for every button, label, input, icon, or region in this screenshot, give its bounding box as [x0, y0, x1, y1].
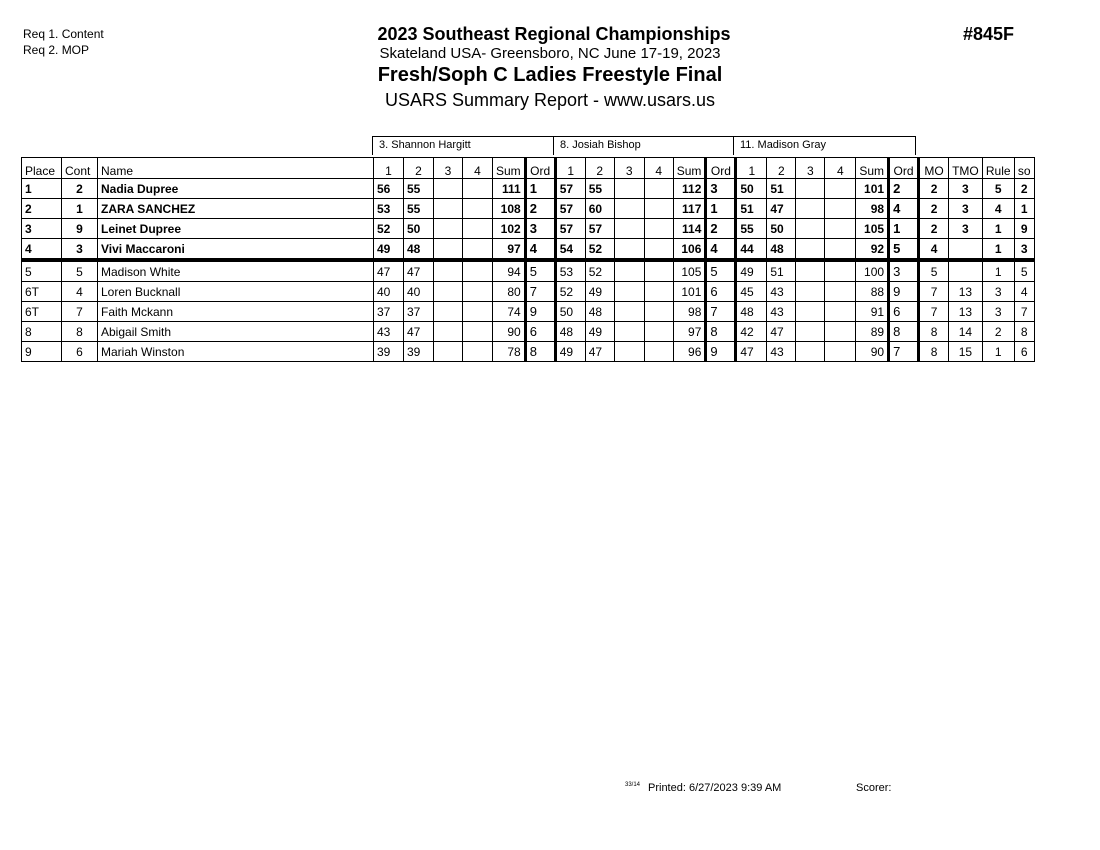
skater-name-cell: Leinet Dupree: [98, 219, 374, 239]
judge-2-score-1: 57: [555, 199, 585, 219]
majority-ordinal-cell: 4: [919, 239, 949, 261]
col-j3-4: 4: [825, 158, 856, 179]
majority-ordinal-cell: 2: [919, 219, 949, 239]
col-tmo: TMO: [949, 158, 983, 179]
judge-3-score-2: 43: [767, 342, 796, 362]
judge-1-sum: 80: [493, 282, 526, 302]
rule-cell: 1: [982, 260, 1014, 282]
col-j2-1: 1: [555, 158, 585, 179]
judge-2-score-2: 48: [585, 302, 614, 322]
judge-1-score-4: [463, 302, 493, 322]
judge-1-score-4: [463, 260, 493, 282]
skater-name-cell: Faith Mckann: [98, 302, 374, 322]
judge-2-ordinal: 2: [706, 219, 736, 239]
place-cell: 6T: [22, 282, 62, 302]
judge-2-score-4: [644, 302, 673, 322]
judge-1-score-3: [434, 342, 463, 362]
judge-1-sum: 94: [493, 260, 526, 282]
judge-3-score-3: [796, 199, 825, 219]
judge-1-score-4: [463, 342, 493, 362]
judge-3-ordinal: 6: [889, 302, 919, 322]
judge-3-score-1: 55: [736, 219, 767, 239]
skater-name-cell: Mariah Winston: [98, 342, 374, 362]
skater-name-cell: Vivi Maccaroni: [98, 239, 374, 261]
judge-3-ordinal: 8: [889, 322, 919, 342]
judge-1-sum: 74: [493, 302, 526, 322]
place-cell: 1: [22, 179, 62, 199]
col-name: Name: [98, 158, 374, 179]
skate-order-cell: 4: [1014, 282, 1034, 302]
judge-3-score-2: 47: [767, 322, 796, 342]
judge-3-score-1: 48: [736, 302, 767, 322]
judge-2-ordinal: 4: [706, 239, 736, 261]
judge-3-score-2: 51: [767, 179, 796, 199]
judge-3-score-3: [796, 239, 825, 261]
judge-1-sum: 111: [493, 179, 526, 199]
table-row: [22, 322, 1035, 342]
judge-1-sum: 78: [493, 342, 526, 362]
skate-order-cell: 1: [1014, 199, 1034, 219]
judge-2-sum: 101: [673, 282, 706, 302]
col-j2-3: 3: [614, 158, 644, 179]
judge-3-score-2: 47: [767, 199, 796, 219]
judge-1-score-4: [463, 199, 493, 219]
place-cell: 6T: [22, 302, 62, 322]
skate-order-cell: 2: [1014, 179, 1034, 199]
judge-3-ordinal: 2: [889, 179, 919, 199]
rule-cell: 3: [982, 282, 1014, 302]
judge-2-score-3: [614, 322, 644, 342]
competition-title: 2023 Southeast Regional Championships: [377, 24, 731, 44]
judge-2-score-4: [644, 322, 673, 342]
judge-3-score-3: [796, 342, 825, 362]
event-number: #845F: [963, 24, 1015, 44]
judge-2-score-2: 47: [585, 342, 614, 362]
judge-1-ordinal: 2: [525, 199, 555, 219]
judge-3-score-1: 50: [736, 179, 767, 199]
contestant-number-cell: 5: [62, 260, 98, 282]
judge-1-score-1: 49: [374, 239, 404, 261]
rule-cell: 1: [982, 219, 1014, 239]
majority-ordinal-cell: 7: [919, 302, 949, 322]
judge-2-score-3: [614, 302, 644, 322]
skater-name-cell: Abigail Smith: [98, 322, 374, 342]
total-majority-ordinal-cell: 13: [949, 282, 983, 302]
judge-2-score-3: [614, 179, 644, 199]
judge-1-score-3: [434, 179, 463, 199]
page-code: 33/14: [625, 782, 641, 788]
judge-3-score-2: 43: [767, 282, 796, 302]
requirement-1: Req 1. Content: [23, 27, 104, 41]
judge-3-score-2: 50: [767, 219, 796, 239]
judge-3-sum: 91: [856, 302, 889, 322]
col-j3-ord: Ord: [889, 158, 919, 179]
skate-order-cell: 7: [1014, 302, 1034, 322]
judge-1-score-2: 55: [404, 199, 434, 219]
col-mo: MO: [919, 158, 949, 179]
judge-1-score-2: 55: [404, 179, 434, 199]
score-table: [21, 157, 1035, 362]
col-j1-ord: Ord: [525, 158, 555, 179]
col-j2-2: 2: [585, 158, 614, 179]
judge-1-score-2: 39: [404, 342, 434, 362]
judge-2-sum: 117: [673, 199, 706, 219]
judge-2-score-3: [614, 239, 644, 261]
judge-3-score-1: 51: [736, 199, 767, 219]
col-so: so: [1014, 158, 1034, 179]
judge-2-score-2: 55: [585, 179, 614, 199]
skater-name-cell: ZARA SANCHEZ: [98, 199, 374, 219]
judge-2-ordinal: 1: [706, 199, 736, 219]
judge-3-sum: 90: [856, 342, 889, 362]
judge-1-ordinal: 5: [525, 260, 555, 282]
judge-3-score-3: [796, 282, 825, 302]
judge-3-score-1: 44: [736, 239, 767, 261]
judge-1-score-1: 53: [374, 199, 404, 219]
judge-2-score-1: 52: [555, 282, 585, 302]
col-j3-1: 1: [736, 158, 767, 179]
judge-3-score-4: [825, 342, 856, 362]
judge-1-sum: 90: [493, 322, 526, 342]
judge-3-score-2: 43: [767, 302, 796, 322]
judge-2-score-1: 54: [555, 239, 585, 261]
judge-1-score-2: 37: [404, 302, 434, 322]
judge-2-sum: 97: [673, 322, 706, 342]
judge-3-score-1: 49: [736, 260, 767, 282]
judge-3-sum: 105: [856, 219, 889, 239]
col-j1-4: 4: [463, 158, 493, 179]
judge-1-score-1: 52: [374, 219, 404, 239]
judge-3-sum: 100: [856, 260, 889, 282]
judge-3-ordinal: 7: [889, 342, 919, 362]
judge-1-sum: 97: [493, 239, 526, 261]
col-cont: Cont: [62, 158, 98, 179]
contestant-number-cell: 2: [62, 179, 98, 199]
judge-2-score-4: [644, 342, 673, 362]
judge-1-score-1: 37: [374, 302, 404, 322]
judge-3-score-4: [825, 239, 856, 261]
rule-cell: 1: [982, 342, 1014, 362]
judge-2-score-1: 53: [555, 260, 585, 282]
contestant-number-cell: 6: [62, 342, 98, 362]
col-j1-sum: Sum: [493, 158, 526, 179]
skate-order-cell: 6: [1014, 342, 1034, 362]
judge-1-score-3: [434, 219, 463, 239]
judge-3-sum: 98: [856, 199, 889, 219]
judge-1-ordinal: 9: [525, 302, 555, 322]
contestant-number-cell: 8: [62, 322, 98, 342]
rule-cell: 1: [982, 239, 1014, 261]
judge-1-ordinal: 7: [525, 282, 555, 302]
judge-2-score-1: 48: [555, 322, 585, 342]
judge-3-score-4: [825, 199, 856, 219]
rule-cell: 4: [982, 199, 1014, 219]
total-majority-ordinal-cell: 3: [949, 199, 983, 219]
judge-3-ordinal: 4: [889, 199, 919, 219]
judge-2-sum: 106: [673, 239, 706, 261]
contestant-number-cell: 4: [62, 282, 98, 302]
judge-1-score-2: 40: [404, 282, 434, 302]
judge-2-ordinal: 6: [706, 282, 736, 302]
judge-3-score-4: [825, 179, 856, 199]
venue-date: Skateland USA- Greensboro, NC June 17-19, 2023: [379, 45, 721, 62]
table-row: [22, 342, 1035, 362]
judge-1-score-3: [434, 260, 463, 282]
judge-3-score-4: [825, 219, 856, 239]
judge-3-sum: 101: [856, 179, 889, 199]
judge-2-score-3: [614, 282, 644, 302]
skate-order-cell: 5: [1014, 260, 1034, 282]
judge-1-score-1: 43: [374, 322, 404, 342]
col-j1-2: 2: [404, 158, 434, 179]
judge-1-score-4: [463, 179, 493, 199]
judge-2-sum: 96: [673, 342, 706, 362]
judge-1-label: 3. Shannon Hargitt: [372, 136, 554, 155]
judge-2-sum: 98: [673, 302, 706, 322]
judge-2-score-4: [644, 282, 673, 302]
table-row: [22, 260, 1035, 282]
col-j1-1: 1: [374, 158, 404, 179]
judge-2-score-3: [614, 342, 644, 362]
skater-name-cell: Nadia Dupree: [98, 179, 374, 199]
judge-1-score-4: [463, 219, 493, 239]
skate-order-cell: 9: [1014, 219, 1034, 239]
requirement-2: Req 2. MOP: [23, 43, 90, 57]
judge-1-ordinal: 1: [525, 179, 555, 199]
skater-name-cell: Loren Bucknall: [98, 282, 374, 302]
place-cell: 8: [22, 322, 62, 342]
judge-1-score-2: 48: [404, 239, 434, 261]
total-majority-ordinal-cell: [949, 260, 983, 282]
judge-1-score-3: [434, 322, 463, 342]
total-majority-ordinal-cell: 3: [949, 179, 983, 199]
judge-2-score-2: 49: [585, 322, 614, 342]
total-majority-ordinal-cell: 13: [949, 302, 983, 322]
majority-ordinal-cell: 8: [919, 342, 949, 362]
total-majority-ordinal-cell: [949, 239, 983, 261]
judge-3-sum: 92: [856, 239, 889, 261]
judge-1-ordinal: 6: [525, 322, 555, 342]
judge-1-ordinal: 8: [525, 342, 555, 362]
judge-1-score-4: [463, 239, 493, 261]
judge-3-score-4: [825, 260, 856, 282]
judge-3-score-3: [796, 302, 825, 322]
col-j2-4: 4: [644, 158, 673, 179]
judge-1-score-1: 40: [374, 282, 404, 302]
judge-2-ordinal: 9: [706, 342, 736, 362]
printed-timestamp: Printed: 6/27/2023 9:39 AM: [648, 782, 782, 794]
judge-3-ordinal: 1: [889, 219, 919, 239]
judge-3-score-4: [825, 282, 856, 302]
judge-2-score-1: 57: [555, 179, 585, 199]
judge-2-sum: 112: [673, 179, 706, 199]
contestant-number-cell: 1: [62, 199, 98, 219]
judge-1-score-3: [434, 199, 463, 219]
judge-2-score-3: [614, 260, 644, 282]
judge-2-score-4: [644, 199, 673, 219]
table-row: [22, 282, 1035, 302]
judge-1-score-1: 56: [374, 179, 404, 199]
judge-2-sum: 105: [673, 260, 706, 282]
judge-3-ordinal: 3: [889, 260, 919, 282]
judge-1-ordinal: 3: [525, 219, 555, 239]
col-j3-2: 2: [767, 158, 796, 179]
judge-3-sum: 88: [856, 282, 889, 302]
contestant-number-cell: 3: [62, 239, 98, 261]
judge-1-score-1: 47: [374, 260, 404, 282]
place-cell: 3: [22, 219, 62, 239]
judge-3-ordinal: 5: [889, 239, 919, 261]
judge-3-label: 11. Madison Gray: [733, 136, 916, 155]
scorer-label: Scorer:: [856, 782, 892, 794]
judge-2-score-4: [644, 260, 673, 282]
total-majority-ordinal-cell: 3: [949, 219, 983, 239]
judge-3-ordinal: 9: [889, 282, 919, 302]
judge-3-score-2: 48: [767, 239, 796, 261]
judge-1-score-2: 47: [404, 322, 434, 342]
table-row: [22, 219, 1035, 239]
judge-2-ordinal: 7: [706, 302, 736, 322]
skate-order-cell: 3: [1014, 239, 1034, 261]
judge-3-score-2: 51: [767, 260, 796, 282]
judge-1-score-3: [434, 239, 463, 261]
total-majority-ordinal-cell: 15: [949, 342, 983, 362]
report-title: USARS Summary Report - www.usars.us: [384, 90, 716, 110]
judge-3-score-3: [796, 322, 825, 342]
place-cell: 9: [22, 342, 62, 362]
col-j3-sum: Sum: [856, 158, 889, 179]
judge-3-score-1: 45: [736, 282, 767, 302]
table-row: [22, 179, 1035, 199]
judge-2-label: 8. Josiah Bishop: [553, 136, 734, 155]
judge-2-score-2: 60: [585, 199, 614, 219]
judge-3-score-1: 47: [736, 342, 767, 362]
judge-3-score-4: [825, 302, 856, 322]
judge-2-score-3: [614, 219, 644, 239]
judge-2-ordinal: 8: [706, 322, 736, 342]
skate-order-cell: 8: [1014, 322, 1034, 342]
judge-3-score-3: [796, 260, 825, 282]
judge-2-score-2: 49: [585, 282, 614, 302]
judge-2-ordinal: 3: [706, 179, 736, 199]
contestant-number-cell: 7: [62, 302, 98, 322]
total-majority-ordinal-cell: 14: [949, 322, 983, 342]
place-cell: 5: [22, 260, 62, 282]
judge-2-score-4: [644, 179, 673, 199]
judge-1-score-1: 39: [374, 342, 404, 362]
judge-2-score-3: [614, 199, 644, 219]
col-j3-3: 3: [796, 158, 825, 179]
majority-ordinal-cell: 7: [919, 282, 949, 302]
rule-cell: 5: [982, 179, 1014, 199]
judge-1-score-3: [434, 282, 463, 302]
judge-2-score-2: 57: [585, 219, 614, 239]
judge-3-score-3: [796, 179, 825, 199]
judge-1-score-4: [463, 322, 493, 342]
judge-1-sum: 108: [493, 199, 526, 219]
judge-2-score-2: 52: [585, 260, 614, 282]
judge-2-score-1: 49: [555, 342, 585, 362]
judge-2-score-1: 57: [555, 219, 585, 239]
place-cell: 4: [22, 239, 62, 261]
judge-1-sum: 102: [493, 219, 526, 239]
table-row: [22, 239, 1035, 261]
table-row: [22, 302, 1035, 322]
col-j2-sum: Sum: [673, 158, 706, 179]
judge-2-ordinal: 5: [706, 260, 736, 282]
judge-1-score-3: [434, 302, 463, 322]
place-cell: 2: [22, 199, 62, 219]
table-row: [22, 199, 1035, 219]
skater-name-cell: Madison White: [98, 260, 374, 282]
col-place: Place: [22, 158, 62, 179]
judge-1-score-2: 50: [404, 219, 434, 239]
judge-2-score-1: 50: [555, 302, 585, 322]
table-header-row: [22, 158, 1035, 179]
judge-2-sum: 114: [673, 219, 706, 239]
majority-ordinal-cell: 2: [919, 199, 949, 219]
col-j1-3: 3: [434, 158, 463, 179]
judge-1-ordinal: 4: [525, 239, 555, 261]
judge-1-score-2: 47: [404, 260, 434, 282]
col-j2-ord: Ord: [706, 158, 736, 179]
rule-cell: 3: [982, 302, 1014, 322]
contestant-number-cell: 9: [62, 219, 98, 239]
judge-3-score-3: [796, 219, 825, 239]
judge-3-score-4: [825, 322, 856, 342]
judge-1-score-4: [463, 282, 493, 302]
judge-3-sum: 89: [856, 322, 889, 342]
judge-2-score-4: [644, 239, 673, 261]
judge-3-score-1: 42: [736, 322, 767, 342]
majority-ordinal-cell: 8: [919, 322, 949, 342]
rule-cell: 2: [982, 322, 1014, 342]
event-title: Fresh/Soph C Ladies Freestyle Final: [377, 64, 723, 86]
majority-ordinal-cell: 2: [919, 179, 949, 199]
col-rule: Rule: [982, 158, 1014, 179]
judge-2-score-4: [644, 219, 673, 239]
judge-2-score-2: 52: [585, 239, 614, 261]
majority-ordinal-cell: 5: [919, 260, 949, 282]
